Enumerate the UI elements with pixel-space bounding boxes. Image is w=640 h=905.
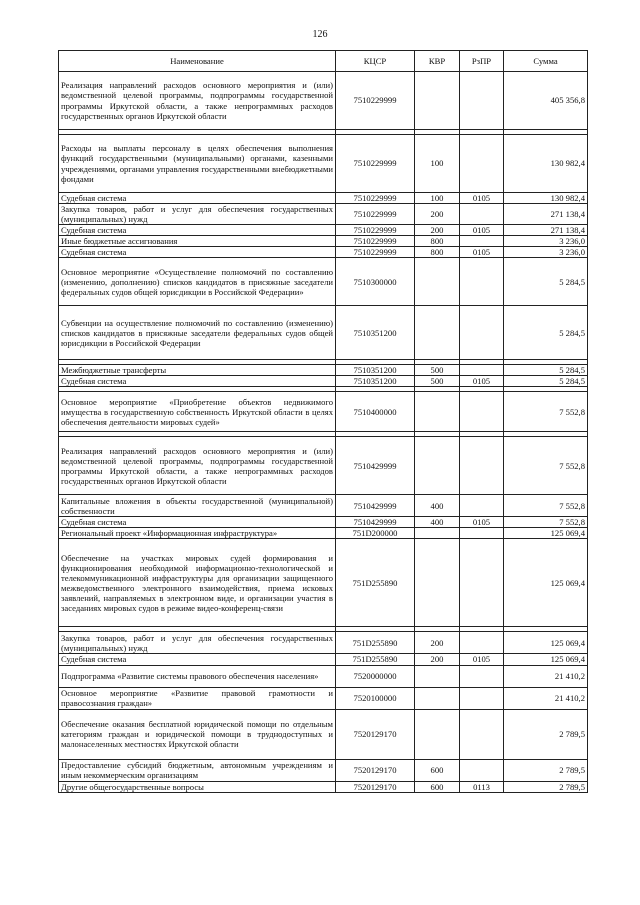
table-row [59, 709, 588, 759]
cell-sum: 2 789,5 [504, 781, 588, 792]
cell-rzpr: 0105 [460, 225, 504, 236]
cell-kvr [415, 687, 460, 709]
cell-sum: 21 410,2 [504, 687, 588, 709]
cell-sum: 271 138,4 [504, 225, 588, 236]
cell-sum: 5 284,5 [504, 365, 588, 376]
cell-rzpr [460, 495, 504, 517]
table-row [59, 437, 588, 495]
cell-name: Основное мероприятие «Осуществление полномочий по составлению (изменению, дополнению) списков кандидатов в присяжные заседатели федеральных судов общей юрисдикции в Российской Федерации» [59, 258, 336, 306]
cell-rzpr: 0113 [460, 781, 504, 792]
table-row [59, 258, 588, 306]
cell-kvr [415, 306, 460, 360]
cell-rzpr: 0105 [460, 376, 504, 387]
cell-rzpr: 0105 [460, 193, 504, 204]
header-kcsr: КЦСР [336, 51, 415, 72]
cell-sum: 7 552,8 [504, 517, 588, 528]
cell-rzpr [460, 665, 504, 687]
cell-kvr [415, 258, 460, 306]
cell-kvr [415, 72, 460, 130]
cell-rzpr: 0105 [460, 247, 504, 258]
cell-kvr: 800 [415, 247, 460, 258]
cell-kcsr: 751D200000 [336, 528, 415, 539]
header-kvr: КВР [415, 51, 460, 72]
cell-kvr [415, 539, 460, 627]
cell-sum: 405 356,8 [504, 72, 588, 130]
page-number: 126 [312, 29, 328, 40]
cell-kcsr: 7510429999 [336, 495, 415, 517]
cell-name: Судебная система [59, 193, 336, 204]
cell-sum: 125 069,4 [504, 539, 588, 627]
cell-name: Субвенции на осуществление полномочий по составлению (изменению) списков кандидатов в присяжные заседатели федеральных судов общей юрисдикции в Российской Федерации [59, 306, 336, 360]
cell-kvr: 600 [415, 759, 460, 781]
cell-rzpr [460, 72, 504, 130]
cell-name: Предоставление субсидий бюджетным, автономным учреждениям и иным некоммерческим организациям [59, 759, 336, 781]
cell-name: Капитальные вложения в объекты государственной (муниципальной) собственности [59, 495, 336, 517]
cell-name: Реализация направлений расходов основного мероприятия и (или) ведомственной целевой программы, подпрограммы государственной программы Иркутской области, а также непрограммных расходов государственных органов Иркутской области [59, 437, 336, 495]
cell-kvr: 100 [415, 193, 460, 204]
cell-name: Судебная система [59, 225, 336, 236]
cell-sum: 125 069,4 [504, 528, 588, 539]
table-row [59, 247, 588, 258]
cell-sum: 5 284,5 [504, 376, 588, 387]
cell-kcsr: 7510229999 [336, 236, 415, 247]
table-body [59, 72, 588, 793]
cell-kcsr: 7510229999 [336, 204, 415, 225]
table-row [59, 204, 588, 225]
cell-name: Иные бюджетные ассигнования [59, 236, 336, 247]
table-row [59, 632, 588, 654]
cell-kcsr: 7510229999 [336, 247, 415, 258]
cell-rzpr [460, 258, 504, 306]
cell-kcsr: 751D255890 [336, 632, 415, 654]
header-sum: Сумма [504, 51, 588, 72]
cell-kcsr: 7510229999 [336, 72, 415, 130]
cell-kvr: 200 [415, 654, 460, 665]
cell-name: Обеспечение оказания бесплатной юридической помощи по отдельным категориям граждан и юридической помощи в труднодоступных и малонаселенных местностях Иркутской области [59, 709, 336, 759]
cell-kvr: 800 [415, 236, 460, 247]
table-row [59, 225, 588, 236]
cell-sum: 2 789,5 [504, 709, 588, 759]
cell-kcsr: 7510229999 [336, 193, 415, 204]
cell-name: Обеспечение на участках мировых судей формирования и функционирования необходимой информационно-технологической и телекоммуникационной инфраструктуры для организации защищенного межведомственного электронного взаимодействия, приема исковых заявлений, направляемых в электронном виде, и организации участия в заседаниях мировых судов в режиме видео-конференц-связи [59, 539, 336, 627]
table-row [59, 539, 588, 627]
cell-kvr [415, 665, 460, 687]
cell-name: Закупка товаров, работ и услуг для обеспечения государственных (муниципальных) нужд [59, 632, 336, 654]
table-row [59, 665, 588, 687]
cell-name: Расходы на выплаты персоналу в целях обеспечения выполнения функций государственными (муниципальными) органами, казенными учреждениями, органами управления государственными внебюджетными фондами [59, 135, 336, 193]
cell-rzpr: 0105 [460, 654, 504, 665]
cell-kcsr: 7510429999 [336, 437, 415, 495]
cell-kvr: 200 [415, 204, 460, 225]
cell-kvr: 500 [415, 365, 460, 376]
cell-sum: 271 138,4 [504, 204, 588, 225]
cell-kvr: 100 [415, 135, 460, 193]
cell-rzpr: 0105 [460, 517, 504, 528]
cell-rzpr [460, 759, 504, 781]
cell-name: Судебная система [59, 517, 336, 528]
cell-kcsr: 7510229999 [336, 135, 415, 193]
cell-kcsr: 7510351200 [336, 365, 415, 376]
cell-kcsr: 7520129170 [336, 709, 415, 759]
table-header-row [59, 51, 588, 72]
cell-sum: 7 552,8 [504, 495, 588, 517]
cell-rzpr [460, 709, 504, 759]
header-name: Наименование [59, 51, 336, 72]
table-row [59, 528, 588, 539]
cell-name: Региональный проект «Информационная инфраструктура» [59, 528, 336, 539]
cell-kvr: 400 [415, 517, 460, 528]
cell-name: Судебная система [59, 654, 336, 665]
cell-rzpr [460, 236, 504, 247]
table-row [59, 392, 588, 432]
cell-kvr [415, 392, 460, 432]
cell-sum: 21 410,2 [504, 665, 588, 687]
cell-kcsr: 7510351200 [336, 376, 415, 387]
table-row [59, 135, 588, 193]
cell-rzpr [460, 365, 504, 376]
cell-name: Судебная система [59, 376, 336, 387]
cell-kvr [415, 709, 460, 759]
cell-name: Закупка товаров, работ и услуг для обеспечения государственных (муниципальных) нужд [59, 204, 336, 225]
cell-kvr: 400 [415, 495, 460, 517]
cell-kcsr: 751D255890 [336, 539, 415, 627]
table-row [59, 236, 588, 247]
table-row [59, 495, 588, 517]
cell-sum: 2 789,5 [504, 759, 588, 781]
cell-sum: 5 284,5 [504, 306, 588, 360]
table-row [59, 193, 588, 204]
cell-kcsr: 7510300000 [336, 258, 415, 306]
cell-kvr: 200 [415, 632, 460, 654]
cell-kvr: 600 [415, 781, 460, 792]
table-row [59, 376, 588, 387]
header-rzpr: РзПР [460, 51, 504, 72]
cell-rzpr [460, 528, 504, 539]
cell-kvr: 500 [415, 376, 460, 387]
cell-kcsr: 751D255890 [336, 654, 415, 665]
cell-kvr [415, 528, 460, 539]
table-row [59, 781, 588, 792]
cell-name: Подпрограмма «Развитие системы правового обеспечения населения» [59, 665, 336, 687]
cell-name: Межбюджетные трансферты [59, 365, 336, 376]
table-row [59, 365, 588, 376]
cell-kcsr: 7520100000 [336, 687, 415, 709]
cell-name: Реализация направлений расходов основного мероприятия и (или) ведомственной целевой программы, подпрограммы государственной программы Иркутской области, а также непрограммных расходов государственных органов Иркутской области [59, 72, 336, 130]
cell-sum: 130 982,4 [504, 193, 588, 204]
budget-table [58, 50, 588, 793]
table-row [59, 654, 588, 665]
cell-kcsr: 7510429999 [336, 517, 415, 528]
cell-rzpr [460, 306, 504, 360]
cell-kcsr: 7520129170 [336, 781, 415, 792]
table-row [59, 306, 588, 360]
cell-name: Судебная система [59, 247, 336, 258]
cell-name: Другие общегосударственные вопросы [59, 781, 336, 792]
table-row [59, 72, 588, 130]
cell-kvr: 200 [415, 225, 460, 236]
cell-kcsr: 7510400000 [336, 392, 415, 432]
cell-rzpr [460, 687, 504, 709]
cell-kvr [415, 437, 460, 495]
cell-name: Основное мероприятие «Развитие правовой грамотности и правосознания граждан» [59, 687, 336, 709]
cell-kcsr: 7510229999 [336, 225, 415, 236]
cell-sum: 7 552,8 [504, 437, 588, 495]
cell-sum: 130 982,4 [504, 135, 588, 193]
cell-sum: 125 069,4 [504, 654, 588, 665]
cell-rzpr [460, 204, 504, 225]
cell-kcsr: 7520000000 [336, 665, 415, 687]
table-row [59, 517, 588, 528]
cell-kcsr: 7520129170 [336, 759, 415, 781]
cell-rzpr [460, 632, 504, 654]
cell-sum: 5 284,5 [504, 258, 588, 306]
table-row [59, 687, 588, 709]
cell-sum: 3 236,0 [504, 236, 588, 247]
table-row [59, 759, 588, 781]
cell-rzpr [460, 135, 504, 193]
cell-rzpr [460, 539, 504, 627]
cell-name: Основное мероприятие «Приобретение объектов недвижимого имущества в государственную собственность Иркутской области в целях обеспечения деятельности мировых судей» [59, 392, 336, 432]
cell-sum: 3 236,0 [504, 247, 588, 258]
cell-sum: 7 552,8 [504, 392, 588, 432]
cell-sum: 125 069,4 [504, 632, 588, 654]
cell-rzpr [460, 392, 504, 432]
cell-kcsr: 7510351200 [336, 306, 415, 360]
cell-rzpr [460, 437, 504, 495]
